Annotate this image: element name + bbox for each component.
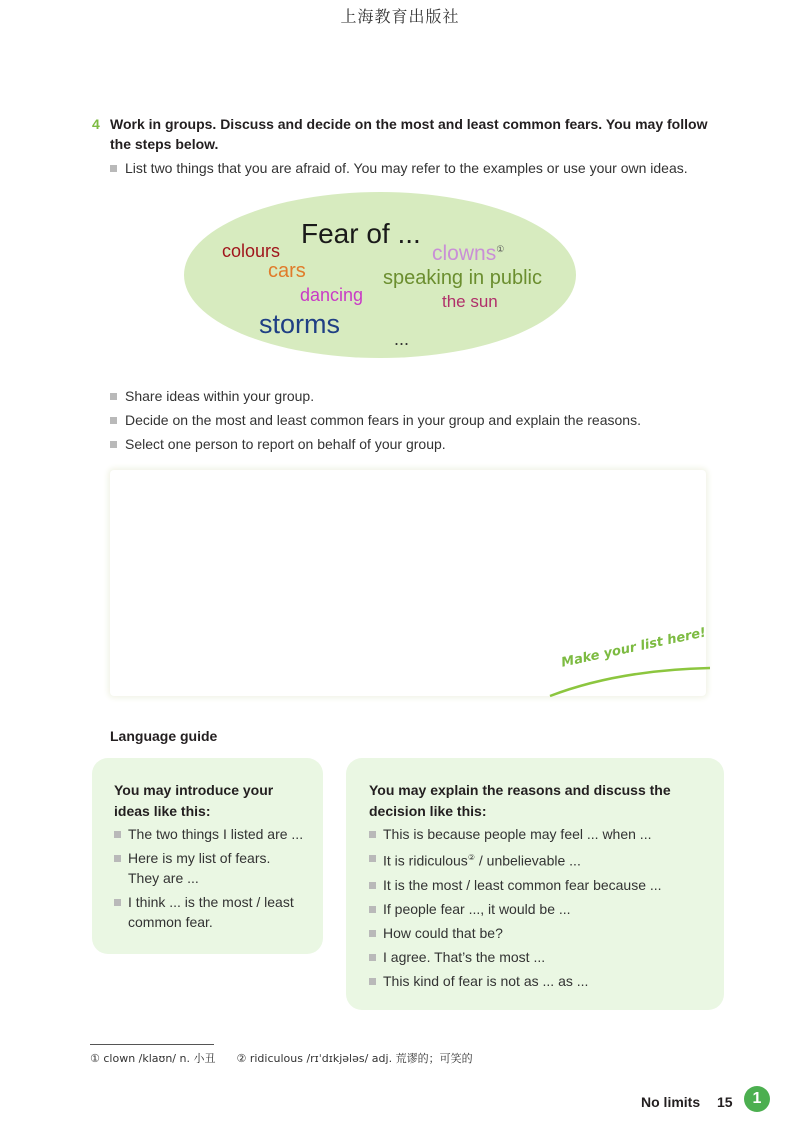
word-ellipsis: ... [394,329,410,349]
swoosh-decoration [548,664,712,700]
language-box-explain [346,758,724,1010]
word-the-sun: the sun [442,292,498,311]
footnote-ridiculous: ② ridiculous /rɪˈdɪkjələs/ adj. 荒谬的；可笑的 [236,1052,473,1065]
phrase-item: I think ... is the most / least common fear. [114,892,314,932]
step-item: Decide on the most and least common fears in your group and explain the reasons. [110,410,641,430]
bullet-square-icon [369,954,376,961]
word-clowns: clowns① [432,242,505,265]
footnote-rule [90,1044,214,1045]
box-title: You may explain the reasons and discuss the decision like this: [369,782,671,819]
phrase-item: It is the most / least common fear because ... [369,875,709,895]
bullet-square-icon [110,441,117,448]
word-dancing: dancing [300,285,364,305]
unit-title: No limits [641,1094,701,1110]
word-storms: storms [259,309,340,339]
bullet-square-icon [114,899,121,906]
step-item: Share ideas within your group. [110,386,314,406]
task-instruction-line1: Work in groups. Discuss and decide on the most and least common fears. You may follow [110,116,708,132]
bullet-square-icon [369,831,376,838]
bullet-square-icon [114,831,121,838]
bullet-square-icon [110,393,117,400]
footnotes [90,1050,473,1066]
bullet-square-icon [369,855,376,862]
bullet-square-icon [110,417,117,424]
task-number: 4 [92,116,100,132]
bullet-square-icon [110,165,117,172]
phrase-item: I agree. That’s the most ... [369,947,709,967]
word-colours: colours [222,241,281,261]
task-instruction-line2: the steps below. [110,136,219,152]
word-speaking-in-public: speaking in public [383,267,542,289]
footnote-clown: ① clown /klaʊn/ n. 小丑 [90,1052,216,1065]
bullet-square-icon [369,978,376,985]
bullet-square-icon [369,882,376,889]
word-cloud-title: Fear of ... [301,218,421,249]
word-cars: cars [268,260,306,282]
phrase-item: If people fear ..., it would be ... [369,899,709,919]
phrase-item: This kind of fear is not as ... as ... [369,971,709,991]
publisher-header: 上海教育出版社 [340,7,460,26]
language-guide-title: Language guide [110,728,218,744]
page-number: 15 [717,1094,733,1110]
phrase-item: How could that be? [369,923,709,943]
phrase-item: The two things I listed are ... [114,824,314,844]
step-item: Select one person to report on behalf of your group. [110,434,446,454]
unit-badge: 1 [744,1086,770,1112]
box-title: You may introduce your ideas like this: [114,782,274,819]
language-box-introduce [92,758,323,954]
phrase-item: This is because people may feel ... when ... [369,824,709,844]
list-writing-area[interactable] [110,470,706,696]
bullet-square-icon [369,906,376,913]
make-list-hint: Make your list here! [560,625,708,671]
bullet-square-icon [114,855,121,862]
task-instruction [110,114,735,154]
phrase-item: Here is my list of fears. They are ... [114,848,314,888]
step-item: List two things that you are afraid of. You may refer to the examples or use your own ideas. [110,158,688,178]
bullet-square-icon [369,930,376,937]
phrase-item: It is ridiculous② / unbelievable ... [369,848,709,871]
